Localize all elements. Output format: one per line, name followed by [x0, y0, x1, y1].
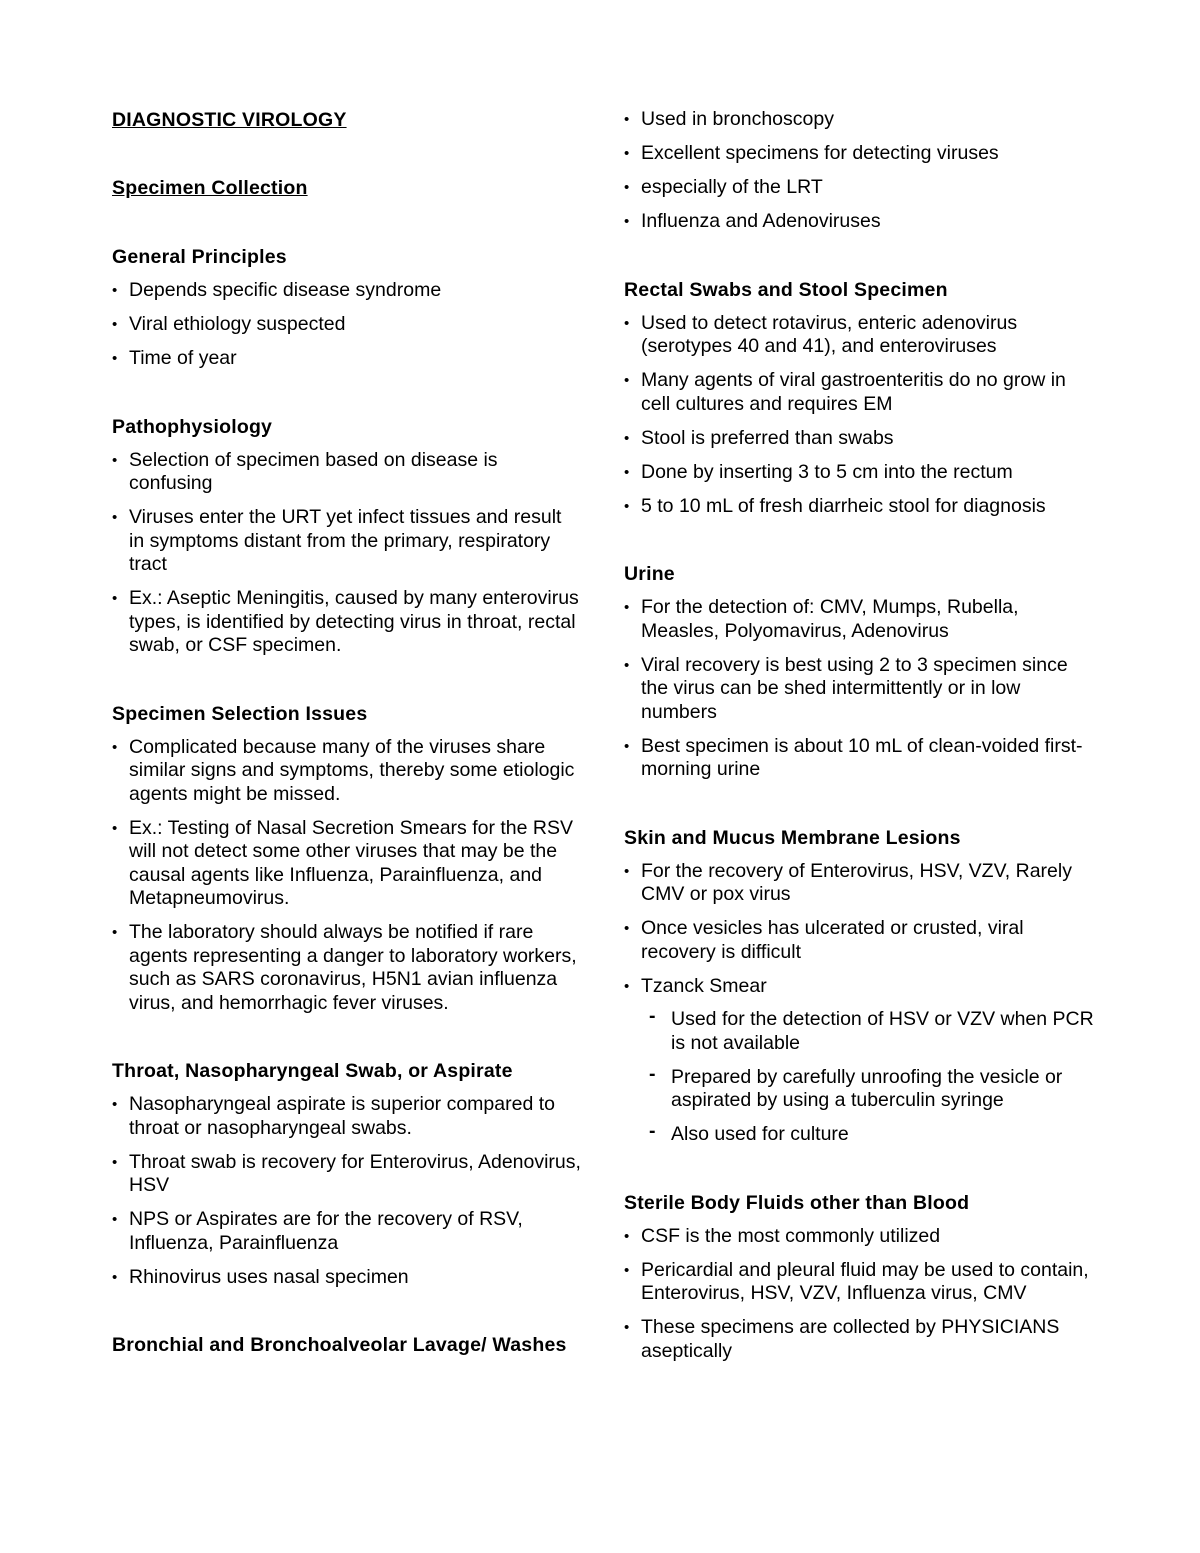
- sublist-item: - Also used for culture: [641, 1123, 1094, 1147]
- heading-sterile-body-fluids: Sterile Body Fluids other than Blood: [624, 1191, 970, 1214]
- list-item: • For the detection of: CMV, Mumps, Rubella, Measles, Polyomavirus, Adenovirus: [624, 596, 1094, 643]
- heading-pathophysiology: Pathophysiology: [112, 415, 273, 438]
- list-general-principles: [112, 279, 582, 371]
- heading-rectal-swabs: Rectal Swabs and Stool Specimen: [624, 278, 948, 301]
- list-item: • Done by inserting 3 to 5 cm into the rectum: [624, 461, 1094, 485]
- heading-general-principles: General Principles: [112, 246, 287, 268]
- list-item-tzanck: [624, 975, 1094, 1147]
- heading-bronchial-lavage: Bronchial and Bronchoalveolar Lavage/ Washes: [112, 1334, 567, 1356]
- list-item-label: Tzanck Smear: [641, 974, 767, 997]
- section-title: Specimen Collection: [112, 177, 308, 199]
- list-item: • Nasopharyngeal aspirate is superior compared to throat or nasopharyngeal swabs.: [112, 1093, 582, 1140]
- list-item: • Time of year: [112, 347, 582, 371]
- list-item: • Selection of specimen based on disease is confusing: [112, 449, 582, 496]
- list-urine: [624, 596, 1094, 782]
- list-item: • Ex.: Aseptic Meningitis, caused by many enterovirus types, is identified by detecting virus in throat, rectal swab, or CSF specimen.: [112, 587, 582, 658]
- list-item: • Excellent specimens for detecting viruses: [624, 142, 1094, 166]
- list-item: • Depends specific disease syndrome: [112, 279, 582, 303]
- list-item: • Viral recovery is best using 2 to 3 specimen since the virus can be shed intermittently or in low numbers: [624, 654, 1094, 725]
- heading-urine: Urine: [624, 563, 675, 585]
- list-item: • NPS or Aspirates are for the recovery of RSV, Influenza, Parainfluenza: [112, 1208, 582, 1255]
- list-item: • Throat swab is recovery for Enterovirus, Adenovirus, HSV: [112, 1151, 582, 1198]
- list-item: • The laboratory should always be notified if rare agents representing a danger to laboratory workers, such as SARS coronavirus, H5N1 avian influenza virus, and hemorrhagic fever viruses.: [112, 921, 582, 1015]
- list-item: • Used in bronchoscopy: [624, 108, 1094, 132]
- list-item: • 5 to 10 mL of fresh diarrheic stool for diagnosis: [624, 495, 1094, 519]
- list-item: • Viral ethiology suspected: [112, 313, 582, 337]
- list-item: • Complicated because many of the viruses share similar signs and symptoms, thereby some etiologic agents might be missed.: [112, 736, 582, 807]
- list-item: • Viruses enter the URT yet infect tissues and result in symptoms distant from the primary, respiratory tract: [112, 506, 582, 577]
- document-title: DIAGNOSTIC VIROLOGY: [112, 109, 347, 131]
- list-pathophysiology: [112, 449, 582, 658]
- list-throat-swab: [112, 1093, 582, 1289]
- sublist-tzanck-smear: [641, 1008, 1094, 1147]
- list-item: • Pericardial and pleural fluid may be used to contain, Enterovirus, HSV, VZV, Influenza virus, CMV: [624, 1259, 1094, 1306]
- list-item: • Many agents of viral gastroenteritis do no grow in cell cultures and requires EM: [624, 369, 1094, 416]
- list-item: • Once vesicles has ulcerated or crusted, viral recovery is difficult: [624, 917, 1094, 964]
- list-item: • CSF is the most commonly utilized: [624, 1225, 1094, 1249]
- list-specimen-selection-issues: [112, 736, 582, 1016]
- left-column: [112, 108, 582, 1367]
- heading-throat-swab: Throat, Nasopharyngeal Swab, or Aspirate: [112, 1060, 513, 1082]
- list-item: • Best specimen is about 10 mL of clean-voided first-morning urine: [624, 735, 1094, 782]
- list-item: • Stool is preferred than swabs: [624, 427, 1094, 451]
- sublist-item: - Used for the detection of HSV or VZV when PCR is not available: [641, 1008, 1094, 1055]
- list-skin-lesions: [624, 860, 1094, 1147]
- right-column: [624, 108, 1094, 1407]
- heading-skin-lesions: Skin and Mucus Membrane Lesions: [624, 826, 961, 849]
- heading-specimen-selection-issues: Specimen Selection Issues: [112, 702, 368, 725]
- list-item: • Used to detect rotavirus, enteric adenovirus (serotypes 40 and 41), and enteroviruses: [624, 312, 1094, 359]
- sublist-item: - Prepared by carefully unroofing the vesicle or aspirated by using a tuberculin syringe: [641, 1066, 1094, 1113]
- list-item: • Rhinovirus uses nasal specimen: [112, 1266, 582, 1290]
- list-item: • For the recovery of Enterovirus, HSV, VZV, Rarely CMV or pox virus: [624, 860, 1094, 907]
- list-item: • Ex.: Testing of Nasal Secretion Smears for the RSV will not detect some other viruses that may be the causal agents like Influenza, Parainfluenza, and Metapneumovirus.: [112, 817, 582, 911]
- list-item: • These specimens are collected by PHYSICIANS aseptically: [624, 1316, 1094, 1363]
- list-item: • Influenza and Adenoviruses: [624, 210, 1094, 234]
- list-bronchial-lavage: [624, 108, 1094, 234]
- list-rectal-swabs: [624, 312, 1094, 519]
- list-item: • especially of the LRT: [624, 176, 1094, 200]
- list-sterile-body-fluids: [624, 1225, 1094, 1364]
